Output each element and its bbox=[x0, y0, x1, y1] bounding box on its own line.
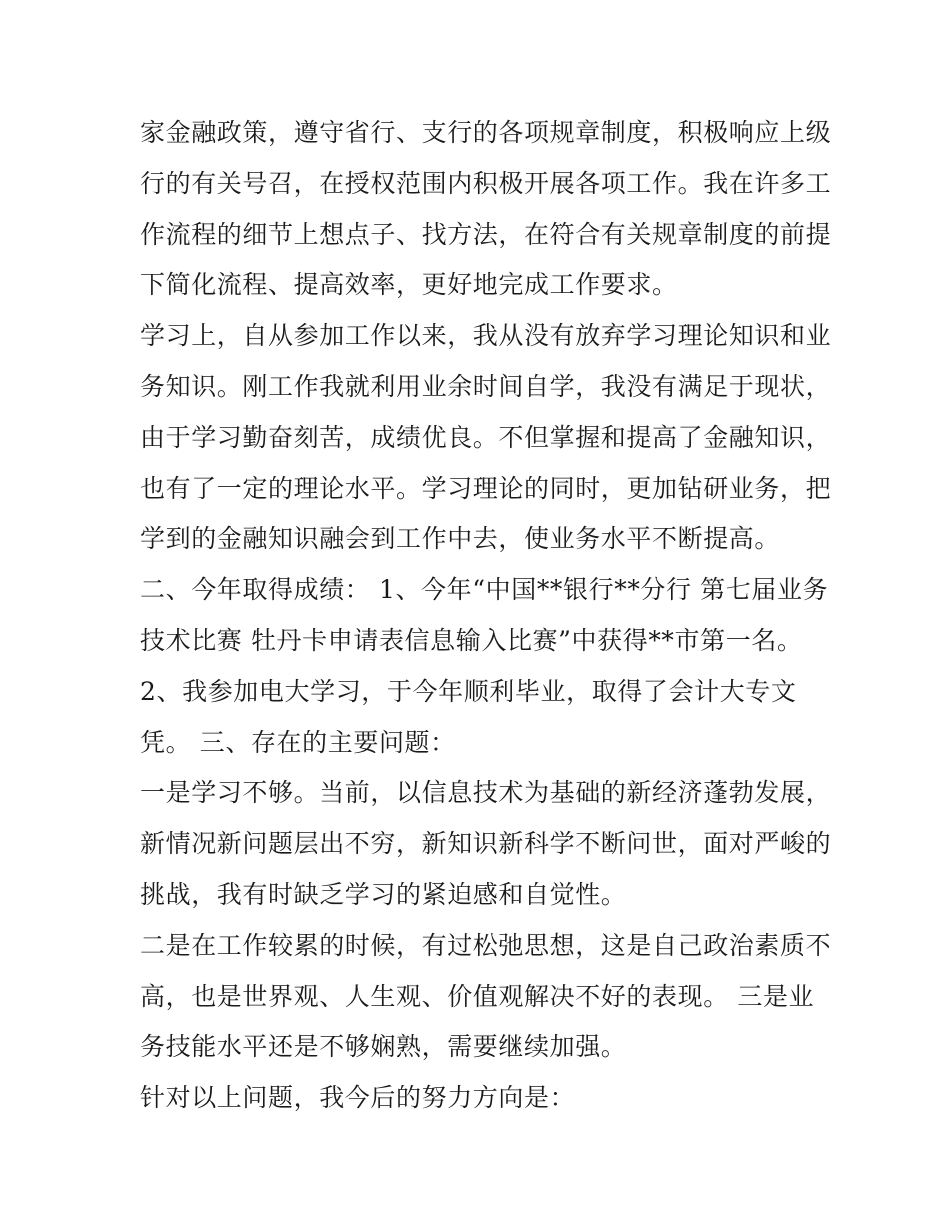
text-line: 下简化流程、提高效率，更好地完成工作要求。 bbox=[140, 270, 678, 300]
text-line: 也有了一定的理论水平。学习理论的同时，更加钻研业务，把 bbox=[140, 473, 832, 503]
text-line: 务知识。刚工作我就利用业余时间自学，我没有满足于现状， bbox=[140, 371, 832, 401]
document-body bbox=[140, 108, 830, 1124]
text-line: 凭。 三、存在的主要问题： bbox=[140, 727, 456, 757]
text-line: 挑战，我有时缺乏学习的紧迫感和自觉性。 bbox=[140, 879, 627, 909]
text-line: 家金融政策，遵守省行、支行的各项规章制度，积极响应上级 bbox=[140, 118, 832, 147]
text-line: 新情况新问题层出不穷，新知识新科学不断问世，面对严峻的 bbox=[140, 829, 832, 859]
text-line: 学习上，自从参加工作以来，我从没有放弃学习理论知识和业 bbox=[140, 321, 832, 351]
text-line: 2、我参加电大学习，于今年顺利毕业，取得了会计大专文 bbox=[140, 676, 797, 706]
text-line: 作流程的细节上想点子、找方法，在符合有关规章制度的前提 bbox=[140, 219, 832, 249]
text-line: 由于学习勤奋刻苦，成绩优良。不但掌握和提高了金融知识， bbox=[140, 422, 832, 452]
text-line: 二是在工作较累的时候，有过松弛思想，这是自己政治素质不 bbox=[140, 930, 832, 960]
text-line: 高，也是世界观、人生观、价值观解决不好的表现。 三是业 bbox=[140, 981, 815, 1011]
text-line: 二、今年取得成绩： 1、今年“中国**银行**分行 第七届业务 bbox=[140, 575, 829, 605]
text-line: 学到的金融知识融会到工作中去，使业务水平不断提高。 bbox=[140, 524, 781, 554]
text-line: 技术比赛 牡丹卡申请表信息输入比赛”中获得**市第一名。 bbox=[140, 625, 803, 655]
text-line: 一是学习不够。当前，以信息技术为基础的新经济蓬勃发展， bbox=[140, 778, 832, 808]
text-line: 针对以上问题，我今后的努力方向是： bbox=[140, 1083, 576, 1113]
text-line: 行的有关号召，在授权范围内积极开展各项工作。我在许多工 bbox=[140, 168, 832, 198]
text-line: 务技能水平还是不够娴熟，需要继续加强。 bbox=[140, 1032, 627, 1062]
